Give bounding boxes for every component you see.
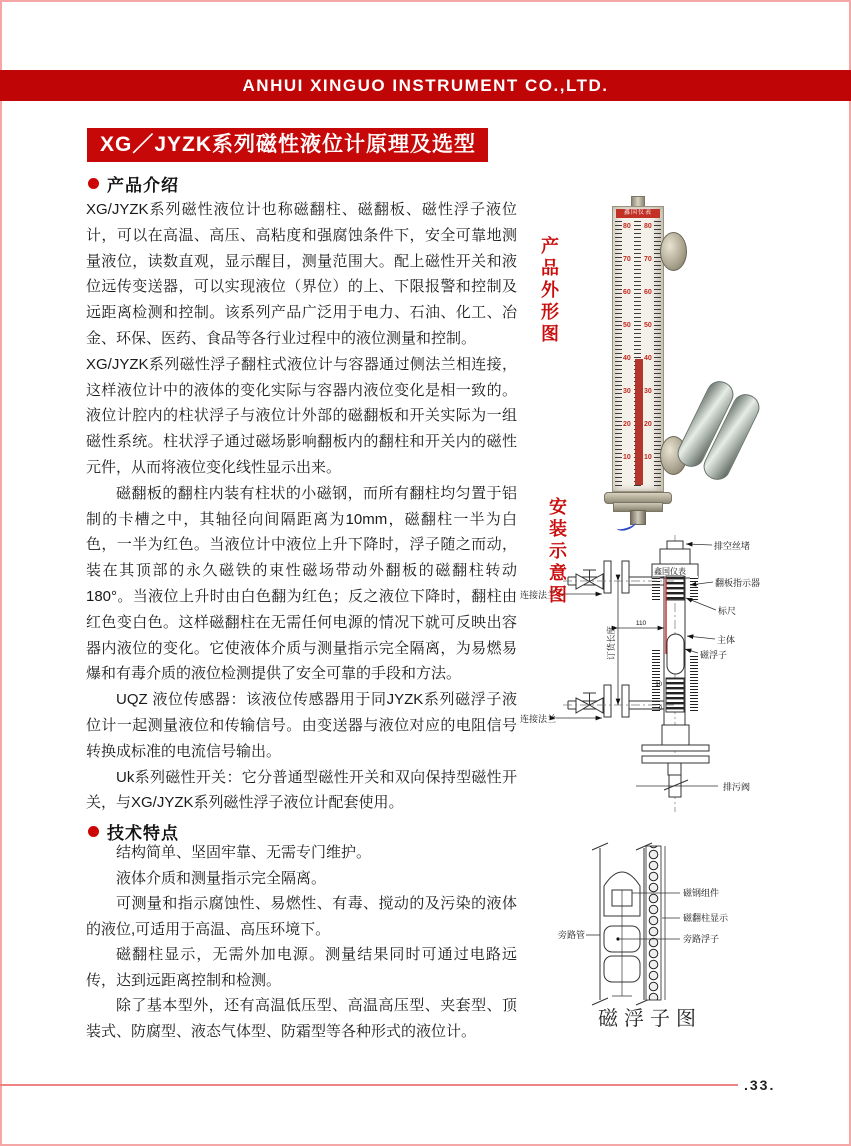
gauge-scale-number: 40 [644, 355, 652, 362]
label-ruler: 标尺 [718, 606, 737, 616]
gauge-scale-number: 30 [644, 388, 652, 395]
gauge-scale-number: 80 [644, 223, 652, 230]
label-column-display: 磁翻柱显示 [683, 913, 729, 923]
label-bypass-float: 旁路浮子 [683, 934, 720, 944]
float-diagram-caption: 磁浮子图 [598, 1008, 702, 1030]
scale-mark-0: 0 [658, 706, 662, 712]
bullet-icon [88, 826, 99, 837]
intro-paragraph: XG/JYZK系列磁性液位计也称磁翻柱、磁翻板、磁性浮子液位计，可以在高温、高压、高粘度和强腐蚀条件下，安全可靠地测量液位，读数直观，显示醒目，测量范围大。配上磁性开关和液位远传变送器，可以实现液位（界位）的上、下限报警和控制及远距离检测和控制。该系列产品广泛用于电力、石油、化工、冶金、环保、医药、食品等各行业过程中的液位测量和控制。 [86, 201, 517, 347]
gauge-valve-handle [615, 517, 637, 533]
gauge-scale-number: 70 [644, 256, 652, 263]
label-magnet-assembly: 磁钢组件 [683, 888, 720, 898]
company-banner [0, 70, 851, 101]
label-bypass-pipe: 旁路管 [558, 930, 586, 940]
gauge-scale-number: 10 [623, 454, 631, 461]
features-heading [88, 820, 179, 842]
dim-110: 110 [635, 620, 647, 627]
install-brand-box: 鑫国仪表 [654, 567, 686, 576]
gauge-scale-number: 80 [623, 223, 631, 230]
features-text [86, 840, 517, 1044]
gauge-ticks [654, 221, 661, 487]
label-connect-flange-top: 连接法兰 [520, 590, 557, 600]
intro-paragraph: XG/JYZK系列磁性浮子翻柱式液位计与容器通过侧法兰相连接，这样液位计中的液体的变化实际与容器内液位变化是相一致的。液位计腔内的柱状浮子与液位计外部的磁翻板和开关实际为一组磁性系统。柱状浮子通过磁场影响翻板内的翻柱和开关内的磁性元件，从而将液位变化线性显示出来。 [86, 355, 517, 476]
label-order-length: 订货长度 [606, 625, 616, 661]
gauge-scale-left [623, 223, 633, 483]
gauge-scale-number: 60 [644, 289, 652, 296]
scale-mark-10: 10 [655, 682, 662, 688]
gauge-scale-number: 10 [644, 454, 652, 461]
feature-item: 磁翻柱显示，无需外加电源。测量结果同时可通过电路远传，达到远距离控制和检测。 [86, 946, 517, 989]
label-drain-valve: 排污阀 [723, 782, 751, 792]
gauge-scale-number: 30 [623, 388, 631, 395]
feature-item: 可测量和指示腐蚀性、易燃性、有毒、搅动的及污染的液体的液位,可适用于高温、高压环境下。 [86, 895, 517, 938]
intro-paragraph: Uk系列磁性开关：它分普通型磁性开关和双向保持型磁性开关，与XG/JYZK系列磁性浮子液位计配套使用。 [86, 768, 517, 812]
page-number: .33. [744, 1077, 776, 1093]
gauge-scale-number: 20 [623, 421, 631, 428]
label-flap-indicator: 翻板指示器 [715, 578, 761, 588]
label-connect-flange-bottom: 连接法兰 [520, 714, 557, 724]
feature-item: 液体介质和测量指示完全隔离。 [116, 869, 327, 887]
gauge-red-level-column [635, 359, 643, 485]
feature-item: 结构简单、坚固牢靠、无需专门维护。 [116, 844, 372, 861]
feature-item: 除了基本型外，还有高温低压型、高温高压型、夹套型、顶装式、防腐型、液态气体型、防霜型等各种形式的液位计。 [86, 997, 517, 1040]
footer-line [0, 1084, 738, 1086]
intro-heading-label: 产品介绍 [107, 175, 179, 195]
intro-text [86, 197, 517, 816]
gauge-scale-number: 40 [623, 355, 631, 362]
gauge-scale-number: 70 [623, 256, 631, 263]
company-name: ANHUI XINGUO INSTRUMENT CO.,LTD. [242, 76, 609, 95]
gauge-scale-right [644, 223, 654, 483]
features-heading-label: 技术特点 [107, 823, 179, 843]
gauge-scale-number: 50 [644, 322, 652, 329]
level-gauge-photo [596, 196, 766, 538]
gauge-column [612, 206, 664, 492]
title-bar [87, 128, 488, 162]
gauge-scale-number: 60 [623, 289, 631, 296]
label-main-body: 主体 [717, 635, 736, 645]
page-title: XG／JYZK系列磁性液位计原理及选型 [100, 133, 477, 156]
label-magnetic-float: 磁浮子 [700, 650, 728, 660]
installation-figure-label: 安装示意图 [547, 497, 567, 607]
gauge-scale-number: 20 [644, 421, 652, 428]
gauge-brand-label: 鑫国仪表 [616, 209, 660, 218]
intro-paragraph: UQZ 液位传感器：该液位传感器用于同JYZK系列磁浮子液位计一起测量液位和传输信号。由变送器与液位对应的电阻信号转换成标准的电流信号输出。 [86, 691, 517, 760]
gauge-flange [660, 232, 687, 271]
gauge-scale-number: 50 [623, 322, 631, 329]
float-diagram [556, 838, 776, 1013]
intro-heading [88, 172, 179, 194]
appearance-figure-label: 产品外形图 [539, 236, 559, 346]
label-vent-plug: 排空丝堵 [714, 541, 751, 551]
gauge-ticks [615, 221, 622, 487]
intro-paragraph: 磁翻板的翻柱内装有柱状的小磁钢，而所有翻柱均匀置于铝制的卡槽之中，其轴径向间隔距离为10mm，磁翻柱一半为白色，一半为红色。当液位计中液位上升下降时，浮子随之而动，装在其顶部的永久磁铁的束性磁场带动外翻板的磁翻柱转动180°。当液位上升时由白色翻为红色；反之液位下降时，翻柱由红色变白色。这样磁翻柱在无需任何电源的情况下就可反映出容器内液位的变化。它使液体介质与测量指示完全隔离，为易燃易爆和有毒介质的液位检测提供了安全可靠的手段和方法。 [86, 484, 517, 683]
float-capsules-photo [686, 378, 772, 480]
bullet-icon [88, 178, 99, 189]
